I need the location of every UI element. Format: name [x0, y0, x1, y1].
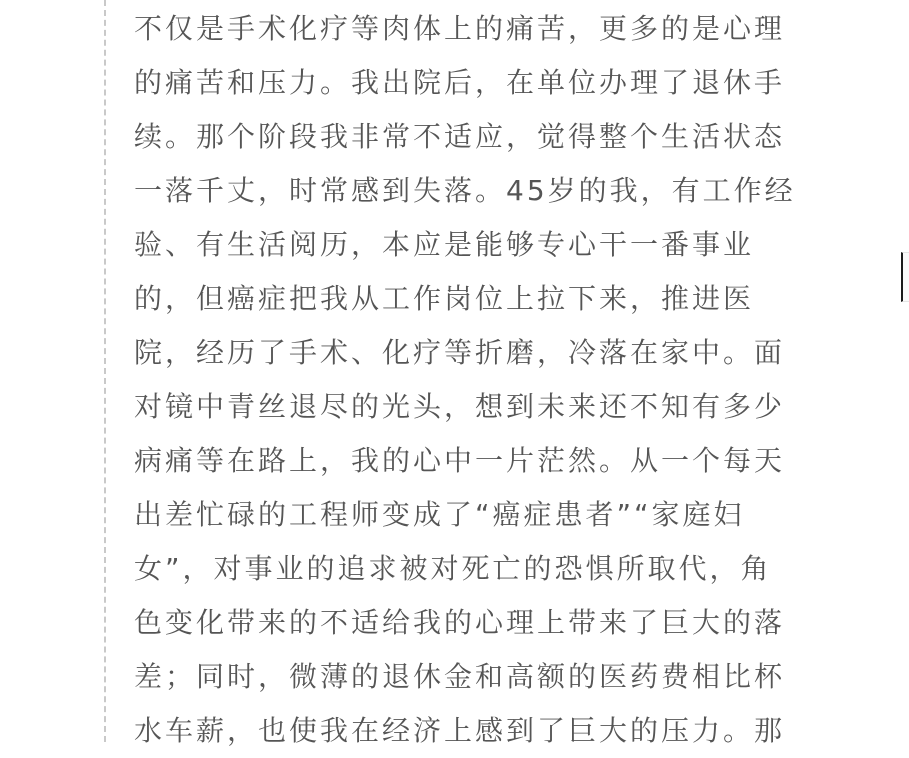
- article-line: 女”，对事业的追求被对死亡的恐惧所取代，角: [134, 552, 772, 585]
- side-scroll-handle[interactable]: [901, 252, 909, 302]
- article-line: 对镜中青丝退尽的光头，想到未来还不知有多少: [134, 390, 786, 423]
- article-line: 院，经历了手术、化疗等折磨，冷落在家中。面: [134, 336, 786, 369]
- article-body: [134, 2, 796, 758]
- article-line: 续。那个阶段我非常不适应，觉得整个生活状态: [134, 120, 786, 153]
- article-line: 不仅是手术化疗等肉体上的痛苦，更多的是心理: [134, 12, 786, 45]
- article-line: 一落千丈，时常感到失落。45岁的我，有工作经: [134, 174, 796, 207]
- article-line: 验、有生活阅历，本应是能够专心干一番事业: [134, 228, 755, 261]
- article-line: 的，但癌症把我从工作岗位上拉下来，推进医: [134, 282, 755, 315]
- article-line: 水车薪，也使我在经济上感到了巨大的压力。那: [134, 714, 786, 747]
- dashed-margin-line: [104, 0, 106, 742]
- article-line: 出差忙碌的工程师变成了“癌症患者”“家庭妇: [134, 498, 745, 531]
- article-line: 病痛等在路上，我的心中一片茫然。从一个每天: [134, 444, 786, 477]
- article-line: 差；同时，微薄的退休金和高额的医药费相比杯: [134, 660, 786, 693]
- article-line: 的痛苦和压力。我出院后，在单位办理了退休手: [134, 66, 786, 99]
- article-line: 色变化带来的不适给我的心理上带来了巨大的落: [134, 606, 786, 639]
